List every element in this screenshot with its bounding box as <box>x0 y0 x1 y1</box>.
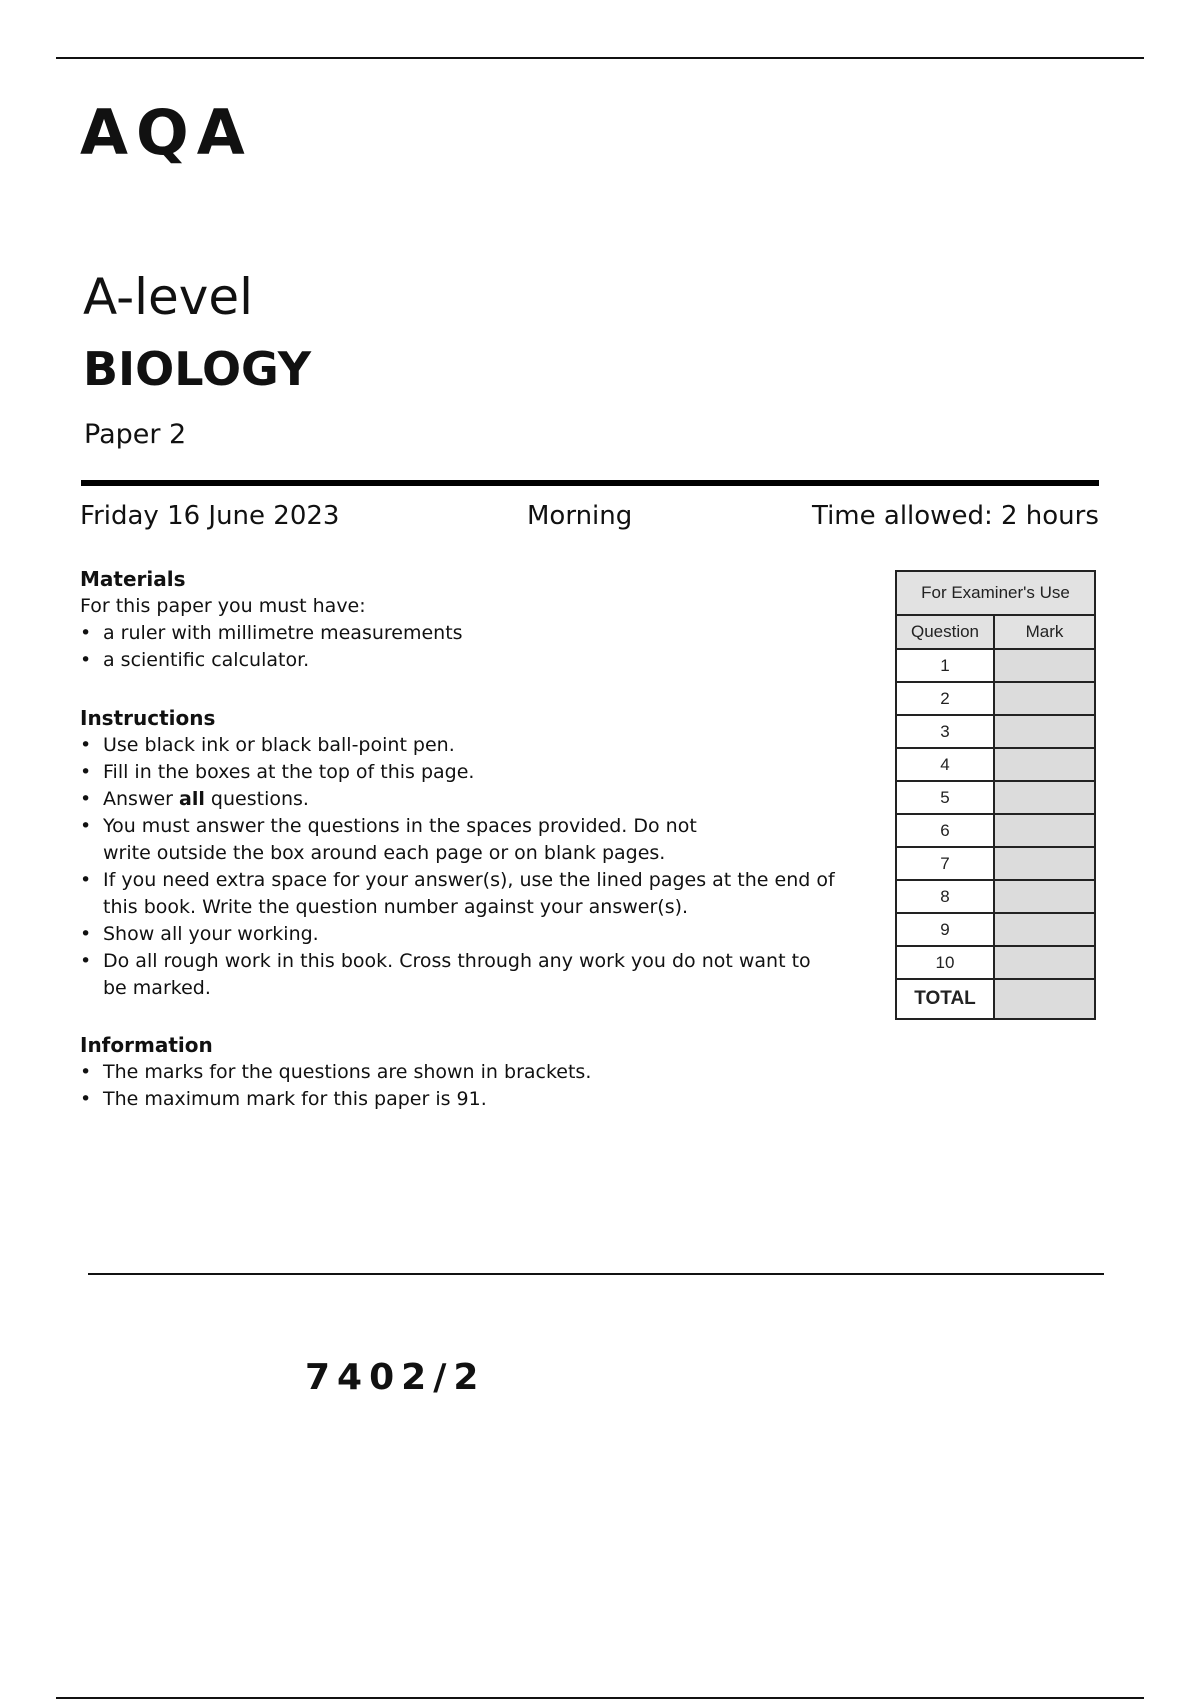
materials-section <box>80 566 840 674</box>
list-item: • Use black ink or black ball-point pen. <box>80 732 840 759</box>
table-row <box>896 649 1095 682</box>
question-number: 1 <box>896 649 994 682</box>
aqa-logo: AQA <box>80 96 253 169</box>
total-mark-box[interactable] <box>994 979 1095 1019</box>
table-row <box>896 748 1095 781</box>
table-row <box>896 913 1095 946</box>
question-number: 10 <box>896 946 994 979</box>
mark-box[interactable] <box>994 880 1095 913</box>
materials-intro: For this paper you must have: <box>80 595 366 617</box>
qualification-level: A-level <box>83 268 254 326</box>
list-item: • Show all your working. <box>80 921 840 948</box>
answer-emphasis: all <box>179 788 205 810</box>
mark-box[interactable] <box>994 649 1095 682</box>
information-list <box>80 1059 840 1113</box>
list-item: • a ruler with millimetre measurements <box>80 620 840 647</box>
question-column-header: Question <box>896 615 994 649</box>
examiner-use-table <box>895 570 1096 1020</box>
mark-box[interactable] <box>994 946 1095 979</box>
instructions-heading: Instructions <box>80 706 216 730</box>
exam-session: Morning <box>527 501 633 531</box>
list-item: • Do all rough work in this book. Cross through any work you do not want to be marked. <box>80 948 823 1002</box>
question-number: 7 <box>896 847 994 880</box>
instructions-list <box>80 732 840 1002</box>
page-bottom-rule <box>56 1697 1144 1699</box>
mark-box[interactable] <box>994 715 1095 748</box>
mark-box[interactable] <box>994 748 1095 781</box>
table-row <box>896 946 1095 979</box>
paper-number: Paper 2 <box>84 419 187 450</box>
mark-column-header: Mark <box>994 615 1095 649</box>
question-number: 9 <box>896 913 994 946</box>
information-section <box>80 1032 840 1113</box>
materials-heading: Materials <box>80 567 186 591</box>
total-label: TOTAL <box>896 979 994 1019</box>
question-number: 2 <box>896 682 994 715</box>
bottom-rule <box>88 1273 1104 1275</box>
list-item: • If you need extra space for your answer(s), use the lined pages at the end of this book. Write the question number against your answer(s). <box>80 867 843 921</box>
subject-title: BIOLOGY <box>83 342 312 396</box>
top-rule <box>56 57 1144 59</box>
question-number: 8 <box>896 880 994 913</box>
table-row <box>896 814 1095 847</box>
instructions-section <box>80 705 840 1002</box>
table-row <box>896 847 1095 880</box>
information-heading: Information <box>80 1033 213 1057</box>
total-row <box>896 979 1095 1019</box>
examiner-table-title: For Examiner's Use <box>896 571 1095 615</box>
question-number: 5 <box>896 781 994 814</box>
table-row <box>896 682 1095 715</box>
question-number: 6 <box>896 814 994 847</box>
mark-box[interactable] <box>994 682 1095 715</box>
table-row <box>896 880 1095 913</box>
mark-box[interactable] <box>994 814 1095 847</box>
paper-code: 7402/2 <box>305 1357 486 1398</box>
materials-list <box>80 620 840 674</box>
mark-box[interactable] <box>994 781 1095 814</box>
list-item: • The marks for the questions are shown in brackets. <box>80 1059 840 1086</box>
question-number: 4 <box>896 748 994 781</box>
exam-date: Friday 16 June 2023 <box>80 501 340 531</box>
table-row <box>896 781 1095 814</box>
list-item: • The maximum mark for this paper is 91. <box>80 1086 840 1113</box>
list-item: • You must answer the questions in the spaces provided. Do not write outside the box around each page or on blank pages. <box>80 813 713 867</box>
list-item: • Fill in the boxes at the top of this page. <box>80 759 840 786</box>
list-item <box>80 786 840 813</box>
title-rule <box>81 480 1099 486</box>
list-item: • a scientific calculator. <box>80 647 840 674</box>
answer-suffix: questions. <box>204 788 309 810</box>
question-number: 3 <box>896 715 994 748</box>
table-row <box>896 715 1095 748</box>
answer-prefix: Answer <box>103 788 180 810</box>
mark-box[interactable] <box>994 847 1095 880</box>
mark-box[interactable] <box>994 913 1095 946</box>
time-allowed: Time allowed: 2 hours <box>812 501 1099 531</box>
